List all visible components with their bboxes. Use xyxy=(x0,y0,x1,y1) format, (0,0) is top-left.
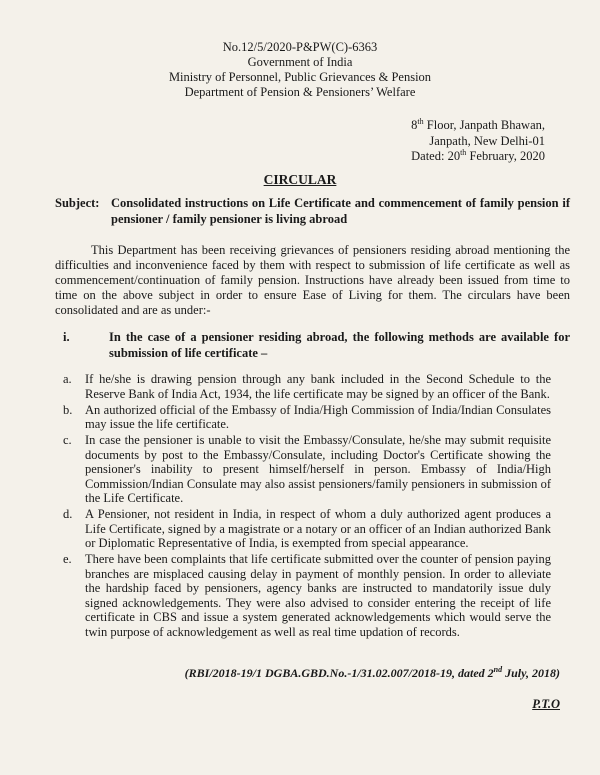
methods-list xyxy=(63,372,551,641)
department-line: Department of Pension & Pensioners’ Welfare xyxy=(184,85,416,99)
circular-title: CIRCULAR xyxy=(263,172,337,187)
subject-label: Subject: xyxy=(55,196,100,210)
section-text: In the case of a pensioner residing abroad, the following methods are available for submission of life certificate – xyxy=(109,330,570,360)
ministry-line: Ministry of Personnel, Public Grievances & Pension xyxy=(168,70,432,84)
reference-number: No.12/5/2020-P&PW(C)-6363 xyxy=(222,40,378,54)
section-number: i. xyxy=(63,330,70,344)
subject-block xyxy=(55,196,570,227)
list-item: d. A Pensioner, not resident in India, in respect of whom a duly authorized agent produces a Life Certificate, signed by a magistrate or a notary or an officer of an Indian authorized Bank or Diplomatic Representative of India, is exempted from special appearance. xyxy=(63,507,551,550)
subject-text: Consolidated instructions on Life Certificate and commencement of family pension if pensioner / family pensioner is living abroad xyxy=(111,196,570,226)
list-item: e. There have been complaints that life certificate submitted over the counter of pension paying branches are misplaced causing delay in payment of monthly pension. In order to alleviate the hardship faced by pensioners, agency banks are instructed to mandatorily issue duly signed acknowledgements. They were also advised to consider entering the receipt of life certificate in CBS and issue a system generated acknowledgements which would serve the twin purpose of acknowledgement as well as real time updation of records. xyxy=(63,552,551,639)
rbi-reference: (RBI/2018-19/1 DGBA.GBD.No.-1/31.02.007/2018-19, dated 2nd July, 2018) xyxy=(184,665,560,680)
section-i-heading xyxy=(55,330,570,361)
letterhead xyxy=(0,40,600,100)
government-line: Government of India xyxy=(247,55,353,69)
intro-paragraph: This Department has been receiving grievances of pensioners residing abroad mentioning the difficulties and inconvenience faced by them with respect to submission of life certificate as well as commencement/continuation of family pension. Instructions have already been issued from time to time on the above subject in order to ensure Ease of Living for them. The circulars have been consolidated and are as under:- xyxy=(55,243,570,317)
list-item: b. An authorized official of the Embassy of India/High Commission of India/Indian Consulates may issue the life certificate. xyxy=(63,402,551,431)
address-city: Janpath, New Delhi-01 xyxy=(429,133,545,148)
issue-date: Dated: 20th February, 2020 xyxy=(411,147,545,163)
list-item: c. In case the pensioner is unable to visit the Embassy/Consulate, he/she may submit requisite documents by post to the Embassy/Consulate, including Doctor's Certificate showing the pensioner's inability to present himself/herself in person. Embassy of India/High Commission/Indian Consulate may also assist pensioners/family pensioners in submission of the Life Certificate. xyxy=(63,433,551,505)
pto-marker: P.T.O xyxy=(532,697,560,711)
address-floor: 8th Floor, Janpath Bhawan, xyxy=(411,116,545,132)
office-address xyxy=(411,118,545,165)
list-item: a. If he/she is drawing pension through any bank included in the Second Schedule to the Reserve Bank of India Act, 1934, the life certificate may be signed by an officer of the Bank. xyxy=(63,372,551,401)
